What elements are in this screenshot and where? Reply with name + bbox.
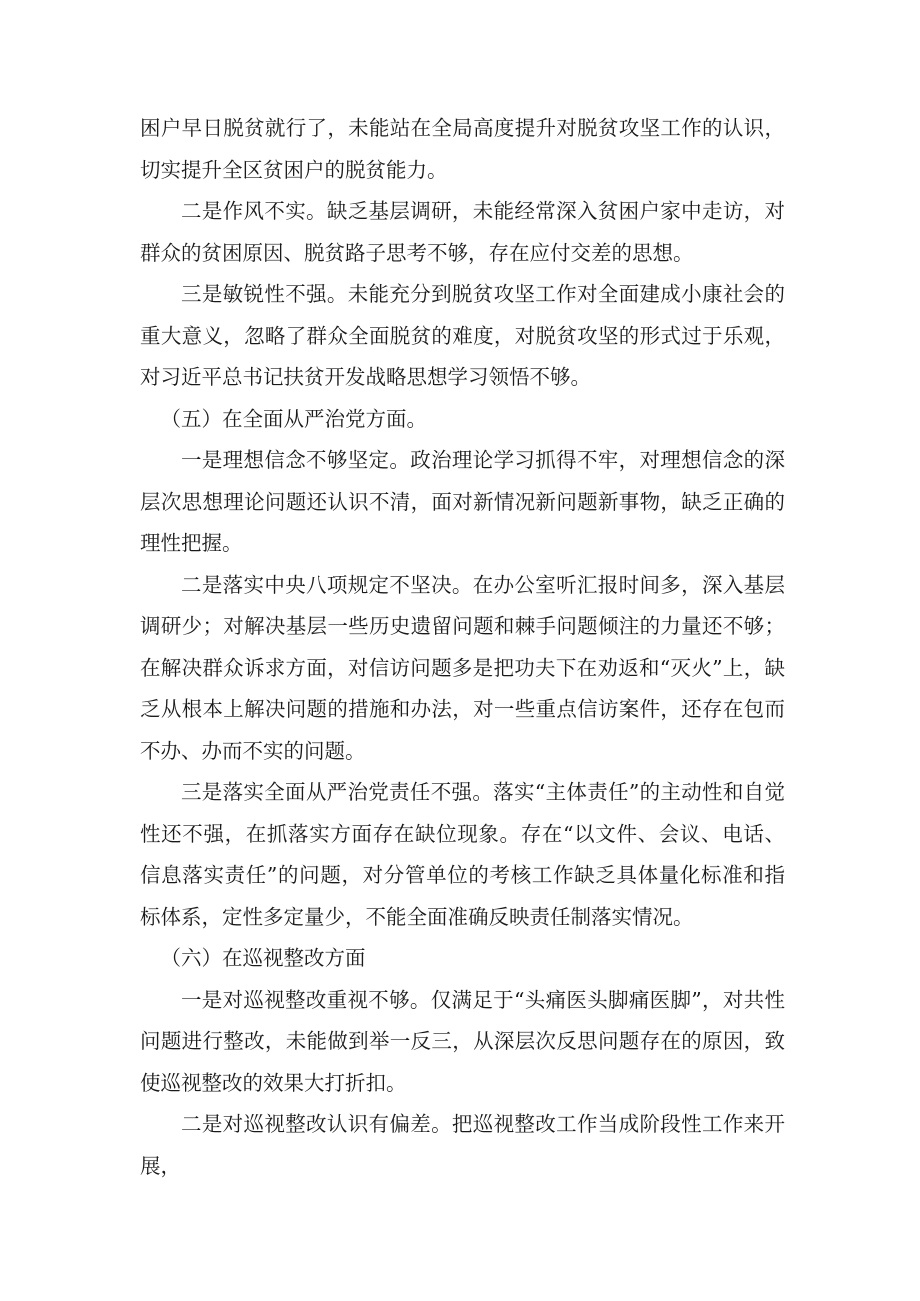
document-body (140, 108, 785, 1187)
paragraph-party-responsibility: 三是落实全面从严治党责任不强。落实“主体责任”的主动性和自觉性还不强，在抓落实方面存在缺位现象。存在“以文件、会议、电话、信息落实责任”的问题，对分管单位的考核工作缺乏具体量化标准和指标体系，定性多定量少，不能全面准确反映责任制落实情况。 (140, 780, 785, 929)
paragraph-ideals-belief: 一是理想信念不够坚定。政治理论学习抓得不牢，对理想信念的深层次思想理论问题还认识不清，面对新情况新问题新事物，缺乏正确的理性把握。 (140, 448, 785, 555)
paragraph-inspection-understanding: 二是对巡视整改认识有偏差。把巡视整改工作当成阶段性工作来开展， (140, 1112, 785, 1178)
section-heading-six: （六）在巡视整改方面 (160, 946, 366, 970)
paragraph-continuation: 困户早日脱贫就行了，未能站在全局高度提升对脱贫攻坚工作的认识，切实提升全区贫困户的脱贫能力。 (140, 116, 785, 182)
paragraph-inspection-attention: 一是对巡视整改重视不够。仅满足于“头痛医头脚痛医脚”，对共性问题进行整改，未能做到举一反三，从深层次反思问题存在的原因，致使巡视整改的效果大打折扣。 (140, 987, 785, 1095)
paragraph-eight-rules: 二是落实中央八项规定不坚决。在办公室听汇报时间多，深入基层调研少；对解决基层一些历史遗留问题和棘手问题倾注的力量还不够；在解决群众诉求方面，对信访问题多是把功夫下在劝返和“灭火”上，缺乏从根本上解决问题的措施和办法，对一些重点信访案件，还存在包而不办、办而不实的问题。 (140, 572, 785, 763)
section-heading-five: （五）在全面从严治党方面。 (160, 406, 427, 431)
paragraph-work-style: 二是作风不实。缺乏基层调研，未能经常深入贫困户家中走访，对群众的贫困原因、脱贫路子思考不够，存在应付交差的思想。 (140, 199, 785, 265)
paragraph-sensitivity: 三是敏锐性不强。未能充分到脱贫攻坚工作对全面建成小康社会的重大意义，忽略了群众全面脱贫的难度，对脱贫攻坚的形式过于乐观，对习近平总书记扶贫开发战略思想学习领悟不够。 (140, 282, 785, 389)
